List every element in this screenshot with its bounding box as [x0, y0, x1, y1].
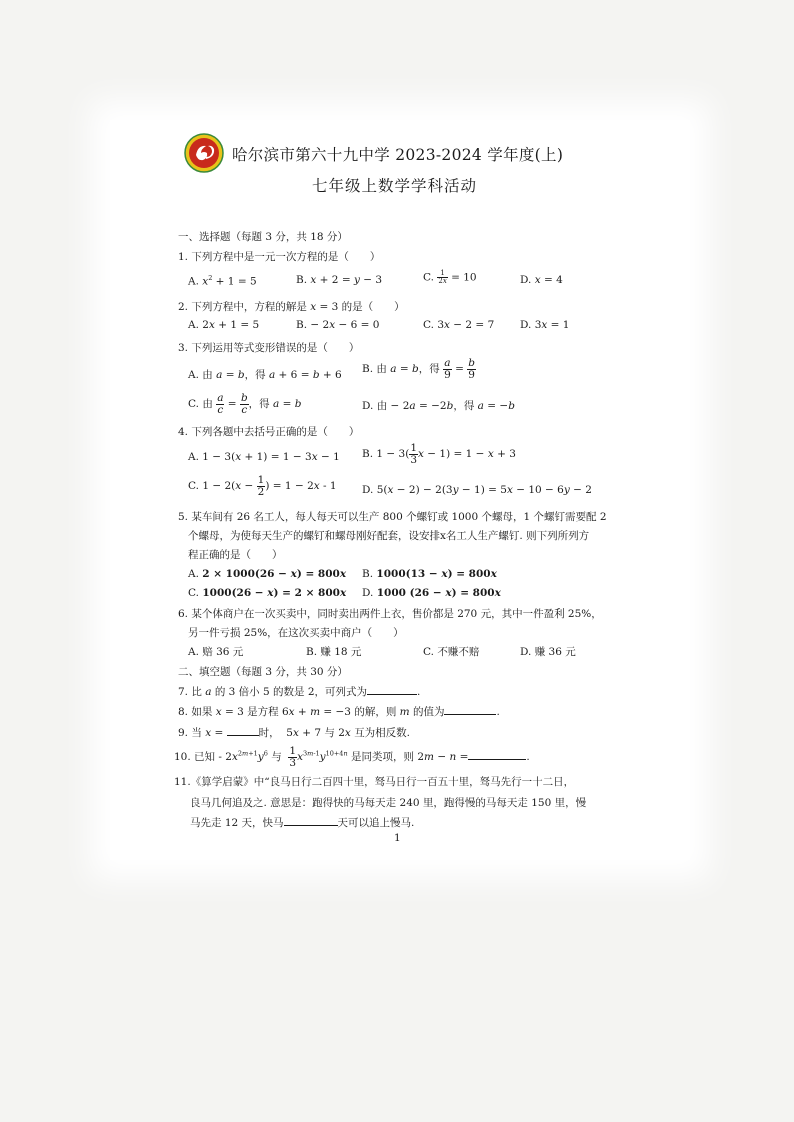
- q6-option-a: A. 赔 36 元: [188, 646, 244, 658]
- question-6-line2: 另一件亏损 25%，在这次买卖中商户（ ）: [188, 627, 404, 639]
- q1-option-b: B. x + 2 = y − 3: [296, 274, 383, 286]
- question-7: 7. 比 a 的 3 倍小 5 的数是 2，可列式为 .: [178, 686, 421, 698]
- q6-option-b: B. 赚 18 元: [306, 646, 362, 658]
- q5-option-d: D. 1000 (26 − x) = 800x: [362, 587, 501, 599]
- q6-option-c: C. 不赚不赔: [423, 646, 480, 658]
- q4-option-a: A. 1 − 3(x + 1) = 1 − 3x − 1: [188, 451, 340, 463]
- question-5-line2: 个螺母，为使每天生产的螺钉和螺母刚好配套，设安排x名工人生产螺钉. 则下列所列方: [188, 530, 590, 542]
- section-1-title: 一、选择题（每题 3 分，共 18 分）: [178, 231, 348, 243]
- q2-option-a: A. 2x + 1 = 5: [188, 319, 260, 331]
- question-1-stem: 1. 下列方程中是一元一次方程的是（ ）: [178, 251, 381, 263]
- exam-subtitle: 七年级上数学学科活动: [312, 177, 478, 195]
- q1-option-d: D. x = 4: [520, 274, 563, 286]
- question-11-line1: 11.《算学启蒙》中“良马日行二百四十里，驽马日行一百五十里，驽马先行一十二日，: [174, 776, 575, 788]
- q4-option-c: C. 1 − 2(x − $\frac{1}{2}$ ) = 1 − 2x - 1: [188, 474, 337, 498]
- q3-option-d: D. 由 − 2a = −2b，得 a = −b: [362, 400, 515, 412]
- question-5-line1: 5. 某车间有 26 名工人，每人每天可以生产 800 个螺钉或 1000 个螺母，1 个螺钉需要配 2: [178, 511, 607, 523]
- page-number: 1: [394, 832, 401, 844]
- q4-option-d: D. 5(x − 2) − 2(3y − 1) = 5x − 10 − 6y − 2: [362, 484, 592, 496]
- q1-option-c: C. $\frac{1}{2x}$ = 10: [423, 269, 477, 285]
- q5-option-a: A. 2 × 1000(26 − x) = 800x: [188, 568, 347, 580]
- q6-option-d: D. 赚 36 元: [520, 646, 576, 658]
- question-3-stem: 3. 下列运用等式变形错误的是（ ）: [178, 342, 360, 354]
- q5-option-c: C. 1000(26 − x) = 2 × 800x: [188, 587, 347, 599]
- q4-option-b: B. 1 − 3( $\frac{1}{3}$ x − 1) = 1 − x + 3: [362, 442, 516, 466]
- question-10: 10. 已知 - $2x^{2m+1}y^6$ 与 $\frac{1}{3}$ $x^{3m-1}y^{10+4n}$ 是同类项，则 2m − n = .: [174, 745, 530, 769]
- q3-option-c: C. 由 $\frac{a}{c}$ = $\frac{b}{c}$ ，得 a = b: [188, 392, 302, 416]
- question-4-stem: 4. 下列各题中去括号正确的是（ ）: [178, 426, 360, 438]
- q2-option-d: D. 3x = 1: [520, 319, 570, 331]
- question-2-stem: 2. 下列方程中，方程的解是 x = 3 的是（ ）: [178, 301, 405, 313]
- q1-option-a: A. $x^2 + 1 = 5$: [188, 274, 257, 288]
- question-11-line2: 良马几何追及之. 意思是：跑得快的马每天走 240 里，跑得慢的马每天走 150 里，慢: [190, 797, 587, 809]
- q2-option-b: B. − 2x − 6 = 0: [296, 319, 380, 331]
- question-5-line3: 程正确的是（ ）: [188, 549, 283, 561]
- q3-option-a: A. 由 a = b，得 a + 6 = b + 6: [188, 369, 342, 381]
- school-title: 哈尔滨市第六十九中学 2023-2024 学年度(上): [232, 146, 564, 164]
- section-2-title: 二、填空题（每题 3 分，共 30 分）: [178, 666, 348, 678]
- question-6-line1: 6. 某个体商户在一次买卖中，同时卖出两件上衣，售价都是 270 元，其中一件盈利 25%，: [178, 608, 602, 620]
- q3-option-b: B. 由 a = b，得 $\frac{a}{9}$ = $\frac{b}{9}$: [362, 357, 475, 381]
- school-logo: [184, 133, 224, 173]
- question-11-line3: 马先走 12 天，快马 天可以追上慢马.: [190, 817, 415, 829]
- question-9: 9. 当 x = 时， 5x + 7 与 2x 互为相反数.: [178, 727, 411, 739]
- q5-option-b: B. 1000(13 − x) = 800x: [362, 568, 497, 580]
- q2-option-c: C. 3x − 2 = 7: [423, 319, 495, 331]
- question-8: 8. 如果 x = 3 是方程 6x + m = −3 的解，则 m 的值为 .: [178, 706, 500, 718]
